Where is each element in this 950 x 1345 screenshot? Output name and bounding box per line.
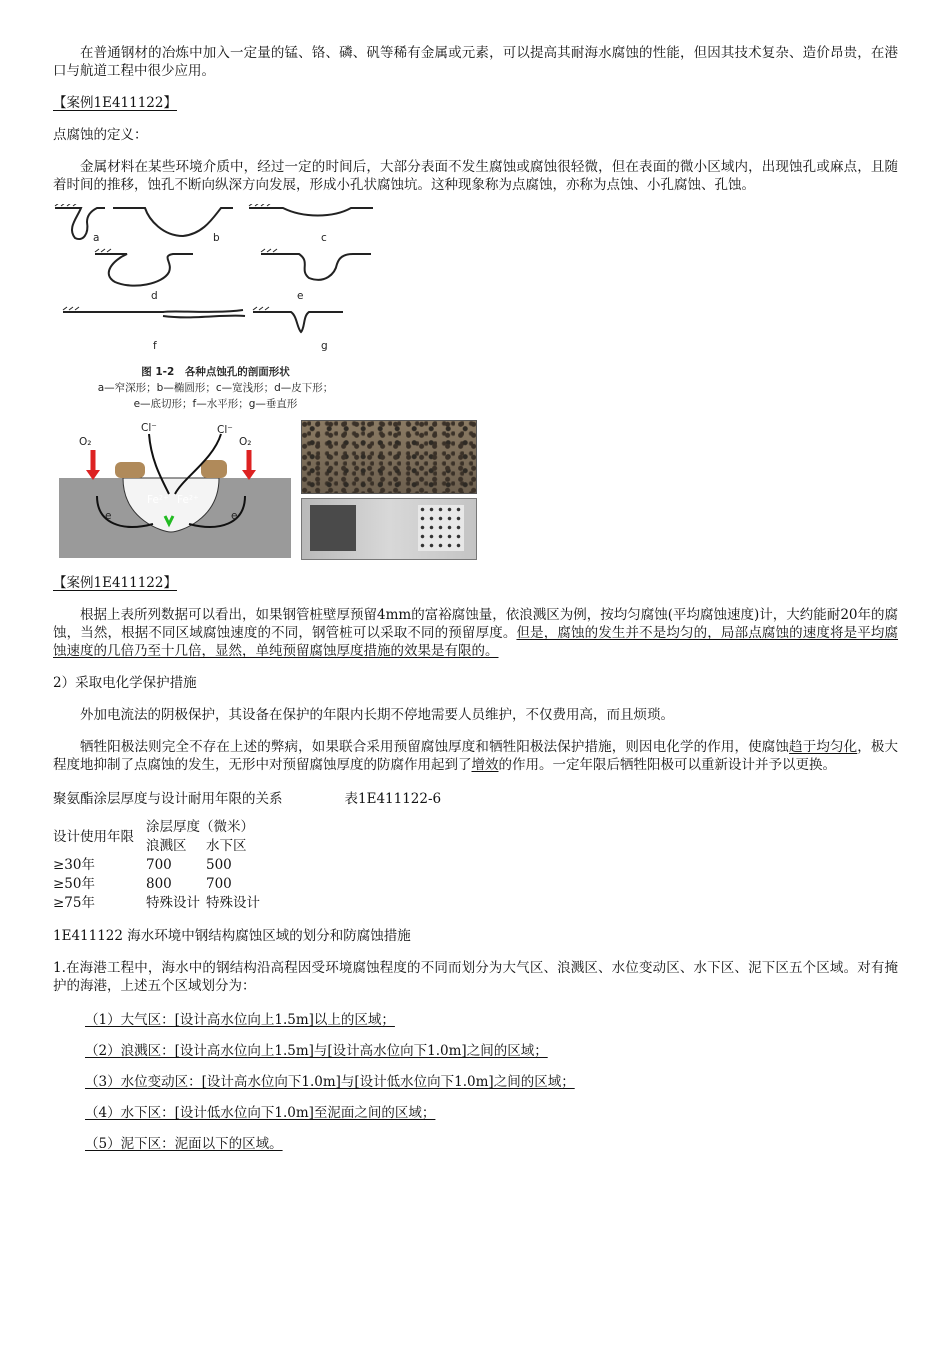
list-item: （5）泥下区：泥面以下的区域。 xyxy=(85,1136,283,1152)
paragraph-impressed-current: 外加电流法的阴极保护，其设备在保护的年限内长期不停地需要人员维护，不仅费用高，而且烦琐。 xyxy=(80,707,674,723)
corroded-steel-photo xyxy=(301,420,477,494)
fig-label-e: e xyxy=(297,290,304,302)
table-caption: 聚氨酯涂层厚度与设计耐用年限的关系 表1E411122-6 xyxy=(53,791,442,807)
pit-profile-drawings xyxy=(53,204,378,339)
figure-pitting xyxy=(53,204,898,564)
pit-shapes-figure xyxy=(53,204,378,410)
fig-label-d: d xyxy=(151,290,158,302)
table-header-thickness: 涂层厚度（微米） xyxy=(146,819,254,835)
figure-caption-line1: a—窄深形；b—椭圆形；c—宽浅形；d—皮下形； xyxy=(97,382,334,394)
fig-label-g: g xyxy=(321,340,328,352)
paragraph-sacrificial-anode: 牺牲阳极法则完全不存在上述的弊病，如果联合采用预留腐蚀厚度和牺牲阳极法保护措施，则因电化学的作用，使腐蚀趋于均匀化，极大程度地抑制了点腐蚀的发生，无形中对预留腐蚀厚度的防腐作用起到了增效的作用。一定年限后牺牲阳极可以重新设计并予以更换。 xyxy=(53,739,899,773)
fig-label-c: c xyxy=(321,232,327,244)
list-item: （1）大气区：[设计高水位向上1.5m]以上的区域； xyxy=(85,1012,395,1028)
table-row: ≥30年 700 500 xyxy=(53,857,232,873)
fig-label-a: a xyxy=(93,232,100,244)
table-row: ≥50年 800 700 xyxy=(53,876,232,892)
table-header-splash: 浪溅区 xyxy=(146,838,187,854)
specimen-light xyxy=(418,505,464,551)
list-item: （2）浪溅区：[设计高水位向上1.5m]与[设计高水位向下1.0m]之间的区域； xyxy=(85,1043,548,1059)
figure-caption xyxy=(53,360,378,412)
paragraph-steel-alloy: 在普通钢材的冶炼中加入一定量的锰、铬、磷、矾等稀有金属或元素，可以提高其耐海水腐蚀的性能，但因其技术复杂、造价昂贵，在港口与航道工程中很少应用。 xyxy=(53,45,898,79)
definition-title: 点腐蚀的定义： xyxy=(53,127,148,143)
diagram-cl-right: Cl⁻ xyxy=(217,424,233,436)
paragraph-zone-division: 1.在海港工程中，海水中的钢结构沿高程因受环境腐蚀程度的不同而划分为大气区、浪溅区、水位变动区、水下区、泥下区五个区域。对有掩护的海港，上述五个区域划分为： xyxy=(53,960,898,994)
diagram-o2-right: O₂ xyxy=(239,436,252,448)
diagram-e-left: e xyxy=(105,510,112,522)
pitting-mechanism-diagram xyxy=(53,420,298,560)
specimen-dark xyxy=(310,505,356,551)
pitted-specimens-photo xyxy=(301,498,477,560)
paragraph-pitting-definition: 金属材料在某些环境介质中，经过一定的时间后，大部分表面不发生腐蚀或腐蚀很轻微，但在表面的微小区域内，出现蚀孔或麻点，且随着时间的推移，蚀孔不断向纵深方向发展，形成小孔状腐蚀坑。这种现象称为点腐蚀，亦称为点蚀、小孔腐蚀、孔蚀。 xyxy=(53,159,898,193)
table-header-underwater: 水下区 xyxy=(206,838,247,854)
list-item: （4）水下区：[设计低水位向下1.0m]至泥面之间的区域； xyxy=(85,1105,436,1121)
figure-caption-title: 图 1-2 各种点蚀孔的剖面形状 xyxy=(141,366,290,378)
document-page xyxy=(53,44,898,1153)
diagram-e-right: e xyxy=(231,510,238,522)
table-row: ≥75年 特殊设计 特殊设计 xyxy=(53,895,260,911)
paragraph-corrosion-allowance: 根据上表所列数据可以看出，如果钢管桩壁厚预留4mm的富裕腐蚀量，依浪溅区为例，按均匀腐蚀(平均腐蚀速度)计，大约能耐20年的腐蚀，当然，根据不同区域腐蚀速度的不同，钢管桩可以采取不同的预留厚度。但是，腐蚀的发生并不是均匀的，局部点腐蚀的速度将是平均腐蚀速度的几倍乃至十几倍，显然，单纯预留腐蚀厚度措施的效果是有限的。 xyxy=(53,607,899,659)
case-label-2: 【案例1E411122】 xyxy=(53,575,177,591)
diagram-fe-left: Fe²⁺ xyxy=(147,494,169,506)
fig-label-f: f xyxy=(153,340,157,352)
figure-caption-line2: e—底切形；f—水平形；g—垂直形 xyxy=(133,398,298,410)
section-title: 1E411122 海水环境中钢结构腐蚀区域的划分和防腐蚀措施 xyxy=(53,928,411,944)
heading-electrochemical: 2）采取电化学保护措施 xyxy=(53,675,197,691)
diagram-fe-right: Fe²⁺ xyxy=(177,494,199,506)
fig-label-b: b xyxy=(213,232,220,244)
table-header-years: 设计使用年限 xyxy=(53,829,134,845)
zone-list xyxy=(53,1011,898,1153)
diagram-cl-left: Cl⁻ xyxy=(141,422,157,434)
list-item: （3）水位变动区：[设计高水位向下1.0m]与[设计低水位向下1.0m]之间的区域； xyxy=(85,1074,575,1090)
coating-thickness-table xyxy=(53,818,260,913)
diagram-o2-left: O₂ xyxy=(79,436,92,448)
case-label-1: 【案例1E411122】 xyxy=(53,95,177,111)
